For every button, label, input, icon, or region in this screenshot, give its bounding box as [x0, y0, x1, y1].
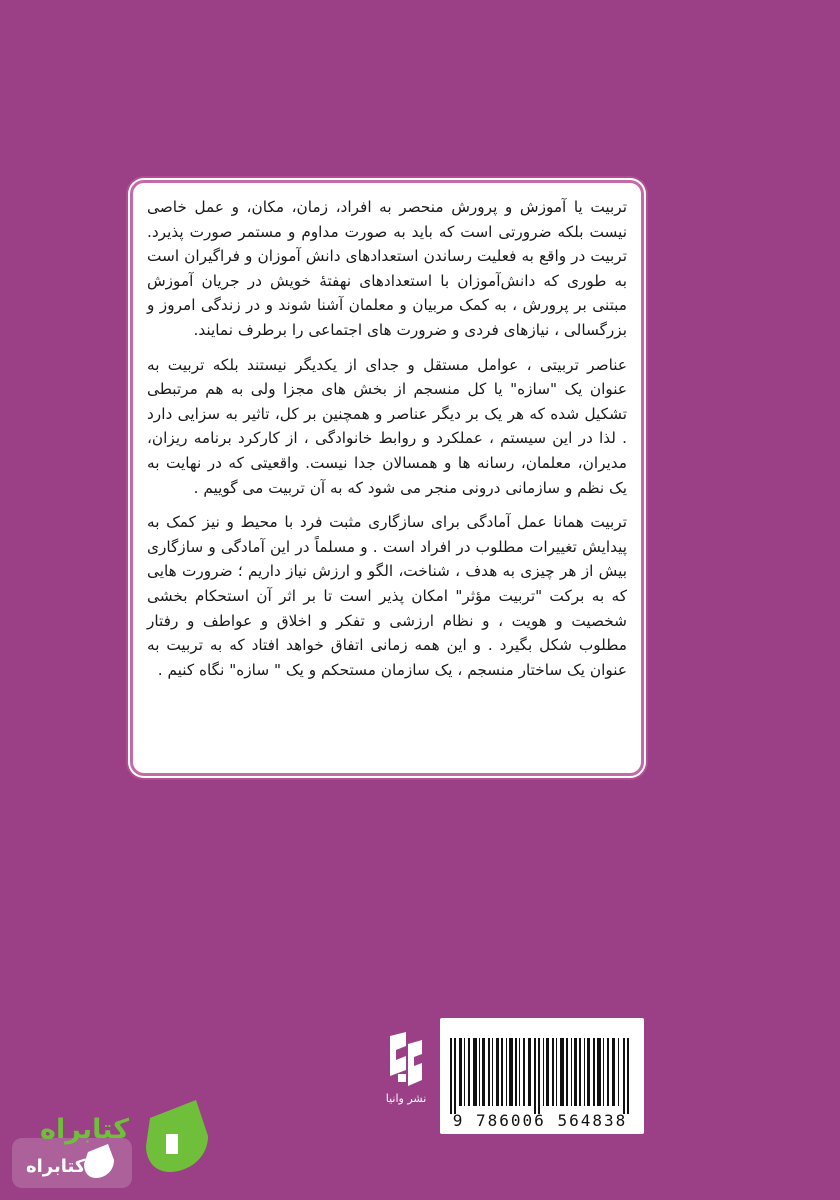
barcode-bars	[448, 1038, 632, 1114]
paragraph-3: تربیت همانا عمل آمادگی برای سازگاری مثبت فرد با محیط و نیز کمک به پیدایش تغییرات مطلوب در افراد است . و مسلماً در این آمادگی و سازگاری بیش از هر چیزی به هدف ، شناخت، الگو و ارزش نیاز داریم ؛ ضرورت هایی که به برکت "تربیت مؤثر" امکان پذیر است تا بر اثر آن استحکام بخشی شخصیت و هویت ، و نظام ارزشی و تفکر و اخلاق و عواطف و رفتار مطلوب شکل بگیرد . و این همه زمانی اتفاق خواهد افتاد که به تربیت به عنوان یک ساختار منسجم ، یک سازمان مستحکم و یک " سازه" نگاه کنیم .	[147, 513, 627, 679]
ketabrah-watermark	[0, 1090, 230, 1200]
paragraph-2: عناصر تربیتی ، عوامل مستقل و جدای از یکدیگر نیستند بلکه تربیت به عنوان یک "سازه" یا کل منسجم از بخش های مجزا ولی به هم مرتبطی تشکیل شده که هر یک بر دیگر عناصر و همچنین بر کل، تاثیر به سزایی دارد . لذا در این سیستم ، عملکرد و روابط خانوادگی ، از کارکرد برنامه ریزان، مدیران، معلمان، رسانه ها و همسالان جدا نیست. واقعیتی که در نهایت به یک نظم و سازمانی درونی منجر می شود که به آن تربیت می گوییم .	[147, 355, 627, 497]
publisher-logo	[384, 1030, 428, 1122]
watermark-logo-text-large: کتابراه	[40, 1114, 129, 1145]
ketabrah-logo-icon	[0, 1090, 230, 1200]
publisher-name: نشر وانیا	[385, 1092, 427, 1105]
watermark-logo-text-small: کتابراه	[26, 1156, 86, 1177]
publisher-logo-icon	[384, 1030, 428, 1090]
paragraph-1: تربیت یا آموزش و پرورش منحصر به افراد، زمان، مکان، و عمل خاصی نیست بلکه ضرورتی است که باید به صورت مداوم و مستمر صورت پذیرد. تربیت در واقع به فعلیت رساندن استعدادهای دانش آموزان و فراگیران است به طوری که دانش‌آموزان با استعدادهای نهفتهٔ خویش در جریان آموزش مبتنی بر پرورش ، به کمک مربیان و معلمان آشنا شوند و در زندگی امروز و بزرگسالی ، نیازهای فردی و ضرورت های اجتماعی را برطرف نمایند.	[147, 198, 627, 339]
back-cover-text-box	[130, 180, 644, 776]
isbn-number: 9 786006 564838	[452, 1111, 628, 1130]
isbn-barcode	[440, 1018, 644, 1134]
